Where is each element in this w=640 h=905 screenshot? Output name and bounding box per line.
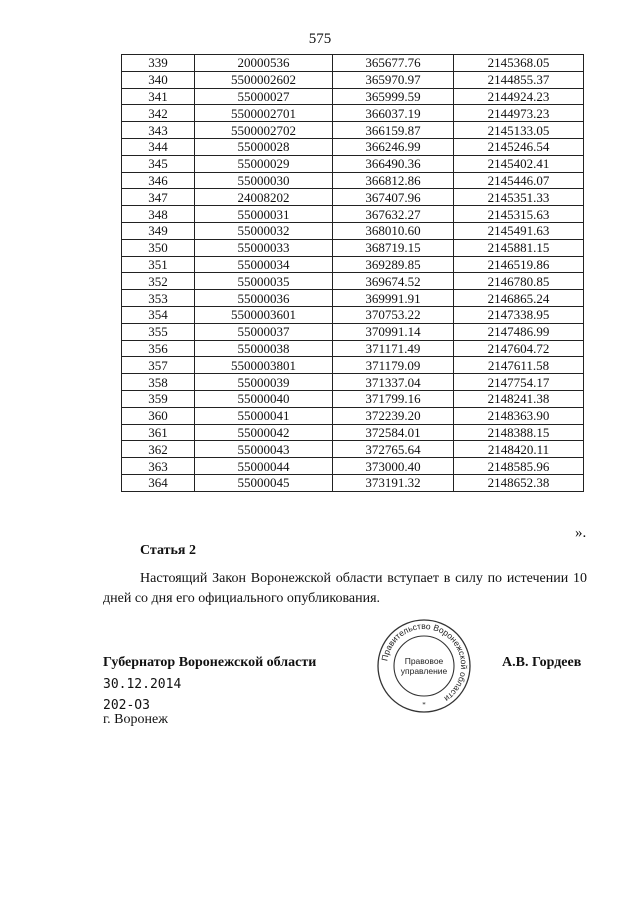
y-coordinate-cell: 2148420.11 [454, 441, 584, 458]
table-row [122, 273, 584, 290]
point-id-cell: 20000536 [195, 55, 333, 72]
point-id-cell: 55000030 [195, 172, 333, 189]
point-number-cell: 339 [122, 55, 195, 72]
x-coordinate-cell: 368010.60 [333, 222, 454, 239]
point-id-cell: 55000029 [195, 155, 333, 172]
article-text: Настоящий Закон Воронежской области вступает в силу по истечении 10 дней со дня его официального опубликования. [103, 571, 587, 606]
y-coordinate-cell: 2145351.33 [454, 189, 584, 206]
table-row [122, 239, 584, 256]
article-body [103, 569, 587, 609]
x-coordinate-cell: 368719.15 [333, 239, 454, 256]
x-coordinate-cell: 369289.85 [333, 256, 454, 273]
y-coordinate-cell: 2145402.41 [454, 155, 584, 172]
point-id-cell: 55000036 [195, 290, 333, 307]
point-number-cell: 342 [122, 105, 195, 122]
point-number-cell: 347 [122, 189, 195, 206]
x-coordinate-cell: 366159.87 [333, 122, 454, 139]
point-id-cell: 5500003801 [195, 357, 333, 374]
point-id-cell: 55000031 [195, 206, 333, 223]
stamp-outer-text: Правительство Воронежской области [379, 620, 470, 704]
table-row [122, 122, 584, 139]
y-coordinate-cell: 2145881.15 [454, 239, 584, 256]
x-coordinate-cell: 370753.22 [333, 306, 454, 323]
page-number: 575 [308, 31, 332, 47]
table-row [122, 290, 584, 307]
point-id-cell: 5500002702 [195, 122, 333, 139]
point-number-cell: 355 [122, 323, 195, 340]
y-coordinate-cell: 2145491.63 [454, 222, 584, 239]
point-id-cell: 55000041 [195, 407, 333, 424]
signatory-name: А.В. Гордеев [502, 655, 582, 670]
table-row [122, 71, 584, 88]
point-id-cell: 5500003601 [195, 306, 333, 323]
table-row [122, 155, 584, 172]
x-coordinate-cell: 372239.20 [333, 407, 454, 424]
x-coordinate-cell: 365999.59 [333, 88, 454, 105]
point-number-cell: 364 [122, 474, 195, 491]
law-date: 30.12.2014 [103, 677, 182, 692]
y-coordinate-cell: 2148652.38 [454, 474, 584, 491]
y-coordinate-cell: 2147604.72 [454, 340, 584, 357]
table-row [122, 88, 584, 105]
table-row [122, 306, 584, 323]
point-id-cell: 55000044 [195, 458, 333, 475]
table-row [122, 474, 584, 491]
x-coordinate-cell: 371171.49 [333, 340, 454, 357]
y-coordinate-cell: 2146780.85 [454, 273, 584, 290]
y-coordinate-cell: 2148388.15 [454, 424, 584, 441]
y-coordinate-cell: 2145446.07 [454, 172, 584, 189]
x-coordinate-cell: 371799.16 [333, 390, 454, 407]
table-row [122, 256, 584, 273]
point-id-cell: 55000040 [195, 390, 333, 407]
table-row [122, 407, 584, 424]
y-coordinate-cell: 2144973.23 [454, 105, 584, 122]
table-row [122, 105, 584, 122]
x-coordinate-cell: 369674.52 [333, 273, 454, 290]
stamp-inner-line-1: Правовое [404, 656, 444, 666]
official-stamp [376, 618, 472, 714]
point-id-cell: 55000043 [195, 441, 333, 458]
point-number-cell: 348 [122, 206, 195, 223]
y-coordinate-cell: 2147754.17 [454, 374, 584, 391]
y-coordinate-cell: 2146865.24 [454, 290, 584, 307]
x-coordinate-cell: 367407.96 [333, 189, 454, 206]
table-row [122, 323, 584, 340]
point-number-cell: 341 [122, 88, 195, 105]
point-id-cell: 55000042 [195, 424, 333, 441]
y-coordinate-cell: 2148241.38 [454, 390, 584, 407]
y-coordinate-cell: 2145133.05 [454, 122, 584, 139]
x-coordinate-cell: 371179.09 [333, 357, 454, 374]
point-number-cell: 358 [122, 374, 195, 391]
coordinates-table-body [122, 55, 584, 492]
table-row [122, 390, 584, 407]
point-number-cell: 346 [122, 172, 195, 189]
point-number-cell: 361 [122, 424, 195, 441]
y-coordinate-cell: 2147486.99 [454, 323, 584, 340]
point-id-cell: 55000028 [195, 138, 333, 155]
point-id-cell: 5500002701 [195, 105, 333, 122]
point-id-cell: 55000027 [195, 88, 333, 105]
point-id-cell: 55000035 [195, 273, 333, 290]
table-row [122, 458, 584, 475]
x-coordinate-cell: 366812.86 [333, 172, 454, 189]
table-row [122, 357, 584, 374]
point-number-cell: 352 [122, 273, 195, 290]
point-id-cell: 55000032 [195, 222, 333, 239]
point-number-cell: 363 [122, 458, 195, 475]
x-coordinate-cell: 365677.76 [333, 55, 454, 72]
x-coordinate-cell: 373191.32 [333, 474, 454, 491]
point-id-cell: 55000033 [195, 239, 333, 256]
point-number-cell: 350 [122, 239, 195, 256]
point-id-cell: 55000034 [195, 256, 333, 273]
table-row [122, 441, 584, 458]
y-coordinate-cell: 2148585.96 [454, 458, 584, 475]
x-coordinate-cell: 365970.97 [333, 71, 454, 88]
x-coordinate-cell: 370991.14 [333, 323, 454, 340]
point-number-cell: 353 [122, 290, 195, 307]
point-id-cell: 55000045 [195, 474, 333, 491]
closing-quote: ». [575, 525, 587, 541]
y-coordinate-cell: 2145315.63 [454, 206, 584, 223]
x-coordinate-cell: 366037.19 [333, 105, 454, 122]
law-number: 202-ОЗ [103, 698, 150, 713]
table-row [122, 138, 584, 155]
x-coordinate-cell: 369991.91 [333, 290, 454, 307]
x-coordinate-cell: 366490.36 [333, 155, 454, 172]
point-number-cell: 356 [122, 340, 195, 357]
point-number-cell: 343 [122, 122, 195, 139]
point-number-cell: 354 [122, 306, 195, 323]
stamp-star-icon: * [422, 701, 426, 709]
table-row [122, 206, 584, 223]
coordinates-table [121, 54, 584, 492]
city: г. Воронеж [103, 712, 168, 727]
y-coordinate-cell: 2145246.54 [454, 138, 584, 155]
y-coordinate-cell: 2146519.86 [454, 256, 584, 273]
article-title: Статья 2 [140, 543, 196, 558]
table-row [122, 172, 584, 189]
x-coordinate-cell: 367632.27 [333, 206, 454, 223]
point-number-cell: 357 [122, 357, 195, 374]
point-number-cell: 360 [122, 407, 195, 424]
point-id-cell: 55000039 [195, 374, 333, 391]
y-coordinate-cell: 2147338.95 [454, 306, 584, 323]
x-coordinate-cell: 373000.40 [333, 458, 454, 475]
y-coordinate-cell: 2147611.58 [454, 357, 584, 374]
point-id-cell: 55000037 [195, 323, 333, 340]
table-row [122, 374, 584, 391]
x-coordinate-cell: 372765.64 [333, 441, 454, 458]
point-number-cell: 359 [122, 390, 195, 407]
y-coordinate-cell: 2144924.23 [454, 88, 584, 105]
point-number-cell: 362 [122, 441, 195, 458]
point-number-cell: 340 [122, 71, 195, 88]
point-number-cell: 351 [122, 256, 195, 273]
x-coordinate-cell: 371337.04 [333, 374, 454, 391]
point-number-cell: 344 [122, 138, 195, 155]
point-number-cell: 349 [122, 222, 195, 239]
y-coordinate-cell: 2148363.90 [454, 407, 584, 424]
table-row [122, 55, 584, 72]
table-row [122, 189, 584, 206]
signatory-position: Губернатор Воронежской области [103, 655, 317, 670]
point-number-cell: 345 [122, 155, 195, 172]
x-coordinate-cell: 372584.01 [333, 424, 454, 441]
point-id-cell: 5500002602 [195, 71, 333, 88]
table-row [122, 424, 584, 441]
y-coordinate-cell: 2145368.05 [454, 55, 584, 72]
point-id-cell: 24008202 [195, 189, 333, 206]
stamp-inner-line-2: управление [400, 666, 448, 676]
point-id-cell: 55000038 [195, 340, 333, 357]
table-row [122, 340, 584, 357]
y-coordinate-cell: 2144855.37 [454, 71, 584, 88]
x-coordinate-cell: 366246.99 [333, 138, 454, 155]
table-row [122, 222, 584, 239]
